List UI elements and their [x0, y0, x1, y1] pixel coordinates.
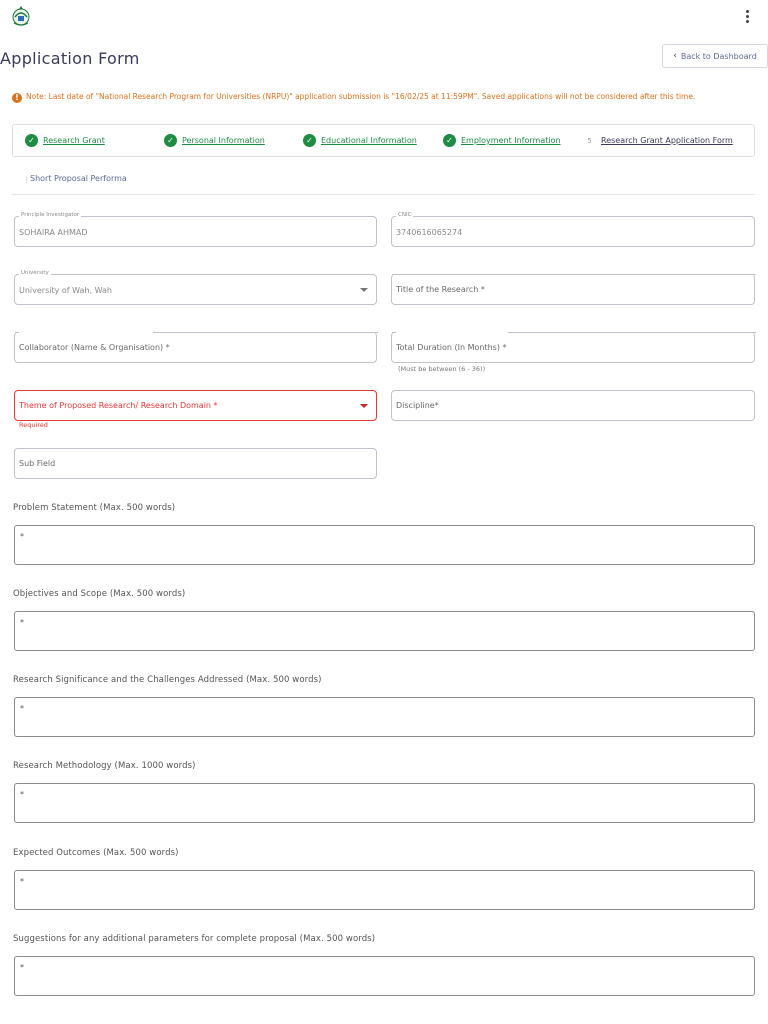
problem-statement-label: Problem Statement (Max. 500 words) [13, 503, 176, 513]
expected-outcomes-textarea[interactable] [14, 870, 755, 910]
field-placeholder: Total Duration (In Months) * [396, 343, 507, 352]
field-value: University of Wah, Wah [19, 286, 112, 295]
total-duration-input[interactable] [391, 332, 755, 363]
expected-outcomes-label: Expected Outcomes (Max. 500 words) [13, 848, 179, 858]
step-label: Research Grant [43, 136, 105, 145]
field-placeholder: Collaborator (Name & Organisation) * [19, 343, 170, 352]
field-label: CNIC [398, 212, 412, 218]
problem-statement-textarea[interactable] [14, 525, 755, 565]
field-border [508, 332, 756, 333]
theme-error-message: Required [19, 421, 48, 429]
dropdown-arrow-icon [360, 404, 368, 408]
field-border [392, 274, 756, 275]
chevron-left-icon: ‹ [673, 51, 677, 61]
required-marker: * [20, 877, 24, 886]
step-research-grant-application-form[interactable] [583, 134, 733, 147]
dropdown-arrow-icon [360, 288, 368, 292]
field-value: 3740616065274 [396, 228, 463, 237]
form-stepper [12, 124, 755, 157]
field-border [153, 332, 378, 333]
research-significance-label: Research Significance and the Challenges Addressed (Max. 500 words) [13, 675, 322, 685]
step-educational-information[interactable] [303, 134, 417, 147]
notice-text: Note: Last date of "National Research Program for Universities (NRPU)" application submission is "16/02/25 at 11:59PM". Saved applications will not be considered after this time. [26, 92, 696, 101]
back-to-dashboard-label: Back to Dashboard [680, 51, 757, 61]
sub-step-marker [26, 176, 29, 183]
step-research-grant[interactable] [25, 134, 105, 147]
step-label: Personal Information [182, 136, 265, 145]
divider [12, 194, 755, 195]
required-marker: * [20, 532, 24, 541]
field-placeholder: Theme of Proposed Research/ Research Domain * [19, 401, 218, 410]
check-circle-icon: ✓ [303, 134, 316, 147]
sub-field-input[interactable] [14, 448, 377, 479]
check-circle-icon: ✓ [25, 134, 38, 147]
cnic-field[interactable] [391, 212, 755, 247]
objectives-scope-textarea[interactable] [14, 611, 755, 651]
step-employment-information[interactable] [443, 134, 561, 147]
field-value: SOHAIRA AHMAD [19, 228, 88, 237]
sub-step-short-proposal[interactable]: Short Proposal Performa [30, 174, 127, 183]
suggestions-textarea[interactable] [14, 956, 755, 996]
research-methodology-label: Research Methodology (Max. 1000 words) [13, 761, 196, 771]
research-significance-textarea[interactable] [14, 697, 755, 737]
back-to-dashboard-button[interactable] [662, 44, 768, 68]
research-title-input[interactable] [391, 274, 755, 305]
required-marker: * [20, 618, 24, 627]
required-marker: * [20, 704, 24, 713]
field-border [15, 332, 19, 333]
step-number: 5 [587, 136, 592, 145]
kebab-menu-icon[interactable] [740, 8, 756, 26]
principal-investigator-field[interactable] [14, 212, 377, 247]
deadline-notice [12, 90, 752, 104]
field-label: University [21, 270, 49, 276]
field-placeholder: Title of the Research * [396, 285, 485, 294]
university-select[interactable] [14, 270, 377, 305]
step-personal-information[interactable] [164, 134, 265, 147]
field-placeholder: Discipline* [396, 401, 439, 410]
discipline-input[interactable] [391, 390, 755, 421]
research-theme-select[interactable] [14, 390, 377, 421]
field-label: Principle Investigator [21, 212, 80, 218]
check-circle-icon: ✓ [443, 134, 456, 147]
government-emblem-icon [10, 5, 32, 27]
field-placeholder: Sub Field [19, 459, 56, 468]
warning-icon: ! [12, 93, 22, 103]
required-marker: * [20, 963, 24, 972]
step-label: Research Grant Application Form [601, 136, 733, 145]
required-marker: * [20, 790, 24, 799]
step-label: Educational Information [321, 136, 417, 145]
objectives-scope-label: Objectives and Scope (Max. 500 words) [13, 589, 186, 599]
check-circle-icon: ✓ [164, 134, 177, 147]
step-label: Employment Information [461, 136, 561, 145]
page-title: Application Form [0, 49, 140, 68]
field-border [392, 332, 396, 333]
suggestions-label: Suggestions for any additional parameters for complete proposal (Max. 500 words) [13, 934, 376, 944]
collaborator-input[interactable] [14, 332, 377, 363]
research-methodology-textarea[interactable] [14, 783, 755, 823]
duration-hint: (Must be between (6 - 36)) [398, 365, 486, 373]
